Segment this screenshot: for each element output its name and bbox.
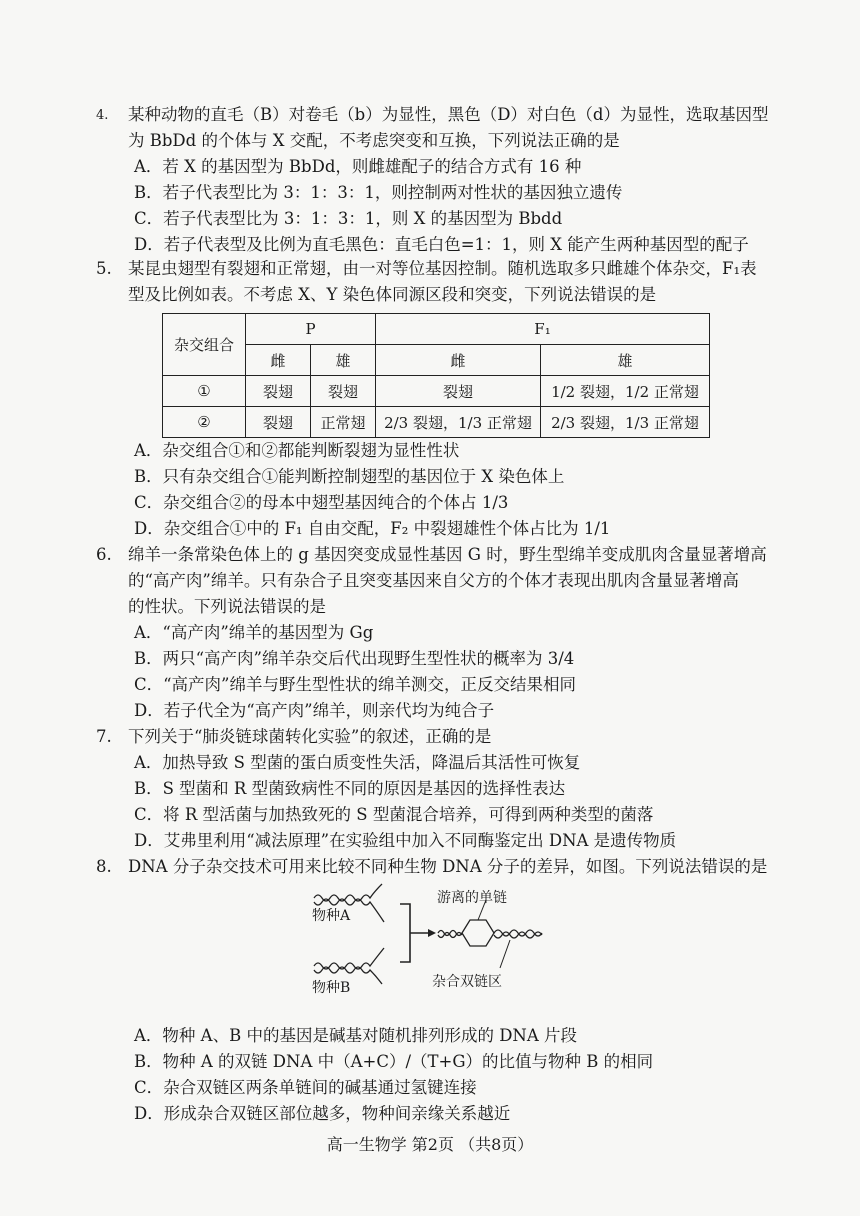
q7-option-b: B．S 型菌和 R 型菌致病性不同的原因是基因的选择性表达	[134, 779, 566, 798]
table-header-f1: F₁	[376, 314, 710, 345]
q5-stem-line-2: 型及比例如表。不考虑 X、Y 染色体同源区段和突变，下列说法错误的是	[128, 285, 657, 304]
q5-option-c: C．杂交组合②的母本中翅型基因纯合的个体占 1/3	[134, 493, 509, 512]
species-b-strand-1	[314, 948, 384, 969]
q8-option-a: A．物种 A、B 中的基因是碱基对随机排列形成的 DNA 片段	[134, 1026, 578, 1045]
table-cell: 1/2 裂翅，1/2 正常翅	[541, 376, 710, 407]
label-species-a: 物种A	[312, 908, 351, 924]
q6-stem-line-2: 的“高产肉”绵羊。只有杂合子且突变基因来自父方的个体才表现出肌肉含量显著增高	[128, 571, 739, 590]
table-cell: 裂翅	[376, 376, 541, 407]
q5-number: 5.	[96, 259, 112, 278]
q5-option-d: D．杂交组合①中的 F₁ 自由交配，F₂ 中裂翅雄性个体占比为 1/1	[134, 519, 611, 538]
q5-cross-table	[162, 313, 710, 438]
hybrid-region-pointer	[500, 940, 510, 968]
label-single-strand: 游离的单链	[437, 890, 507, 906]
species-a-strand-1	[314, 884, 382, 901]
q8-number: 8.	[96, 857, 112, 876]
q5-option-a: A．杂交组合①和②都能判断裂翅为显性性状	[134, 441, 460, 460]
table-row	[163, 407, 710, 438]
q6-number: 6.	[96, 545, 112, 564]
table-header-p: P	[246, 314, 376, 345]
table-cell: 裂翅	[311, 376, 376, 407]
q8-stem-line-1: DNA 分子杂交技术可用来比较不同种生物 DNA 分子的差异，如图。下列说法错误的是	[128, 857, 768, 876]
q4-stem-line-2: 为 BbDd 的个体与 X 交配，不考虑突变和互换，下列说法正确的是	[128, 131, 620, 150]
table-header-p-female: 雌	[246, 345, 311, 376]
q4-mark: 4.	[96, 108, 109, 123]
table-header-f1-female: 雌	[376, 345, 541, 376]
q6-option-d: D．若子代全为“高产肉”绵羊，则亲代均为纯合子	[134, 701, 495, 720]
q8-option-c: C．杂合双链区两条单链间的碱基通过氢键连接	[134, 1078, 477, 1097]
table-cell: ②	[163, 407, 246, 438]
label-hybrid-region: 杂合双链区	[432, 974, 502, 990]
q7-option-c: C．将 R 型活菌与加热致死的 S 型菌混合培养，可得到两种类型的菌落	[134, 805, 654, 824]
q7-number: 7.	[96, 727, 112, 746]
table-header-f1-male: 雄	[541, 345, 710, 376]
table-header-p-male: 雄	[311, 345, 376, 376]
arrow-head	[428, 929, 436, 937]
table-cell: 正常翅	[311, 407, 376, 438]
q4-option-c: C．若子代表型比为 3：1：3：1，则 X 的基因型为 Bbdd	[134, 209, 563, 228]
q7-option-d: D．艾弗里利用“减法原理”在实验组中加入不同酶鉴定出 DNA 是遗传物质	[134, 831, 677, 850]
q4-option-b: B．若子代表型比为 3：1：3：1，则控制两对性状的基因独立遗传	[134, 183, 623, 202]
label-species-b: 物种B	[312, 980, 351, 996]
q7-option-a: A．加热导致 S 型菌的蛋白质变性失活，降温后其活性可恢复	[134, 753, 581, 772]
q6-option-c: C．“高产肉”绵羊与野生型性状的绵羊测交，正反交结果相同	[134, 675, 576, 694]
single-strand-loop	[462, 920, 494, 946]
bracket	[400, 904, 432, 962]
q6-option-a: A．“高产肉”绵羊的基因型为 Gg	[134, 623, 374, 642]
table-cell: 2/3 裂翅，1/3 正常翅	[376, 407, 541, 438]
q6-option-b: B．两只“高产肉”绵羊杂交后代出现野生型性状的概率为 3/4	[134, 649, 575, 668]
q8-option-d: D．形成杂合双链区部位越多，物种间亲缘关系越近	[134, 1104, 511, 1123]
table-cell: ①	[163, 376, 246, 407]
page-footer: 高一生物学 第2页 （共8页）	[326, 1135, 534, 1154]
q4-option-a: A．若 X 的基因型为 BbDd，则雌雄配子的结合方式有 16 种	[134, 157, 582, 176]
q5-stem-line-1: 某昆虫翅型有裂翅和正常翅，由一对等位基因控制。随机选取多只雌雄个体杂交，F₁表	[128, 259, 757, 278]
table-cell: 2/3 裂翅，1/3 正常翅	[541, 407, 710, 438]
table-cell: 裂翅	[246, 376, 311, 407]
table-header-group: 杂交组合	[163, 314, 246, 376]
q4-stem-line-1: 某种动物的直毛（B）对卷毛（b）为显性，黑色（D）对白色（d）为显性，选取基因型	[128, 105, 769, 124]
q5-option-b: B．只有杂交组合①能判断控制翅型的基因位于 X 染色体上	[134, 467, 565, 486]
q6-stem-line-3: 的性状。下列说法错误的是	[128, 597, 326, 616]
q6-stem-line-1: 绵羊一条常染色体上的 g 基因突变成显性基因 G 时，野生型绵羊变成肌肉含量显著增高	[128, 545, 767, 564]
q4-option-d: D．若子代表型及比例为直毛黑色：直毛白色=1：1，则 X 能产生两种基因型的配子	[134, 235, 749, 254]
table-cell: 裂翅	[246, 407, 311, 438]
table-row	[163, 376, 710, 407]
q7-stem-line-1: 下列关于“肺炎链球菌转化实验”的叙述，正确的是	[128, 727, 492, 746]
q8-option-b: B．物种 A 的双链 DNA 中（A+C）/（T+G）的比值与物种 B 的相同	[134, 1052, 654, 1071]
